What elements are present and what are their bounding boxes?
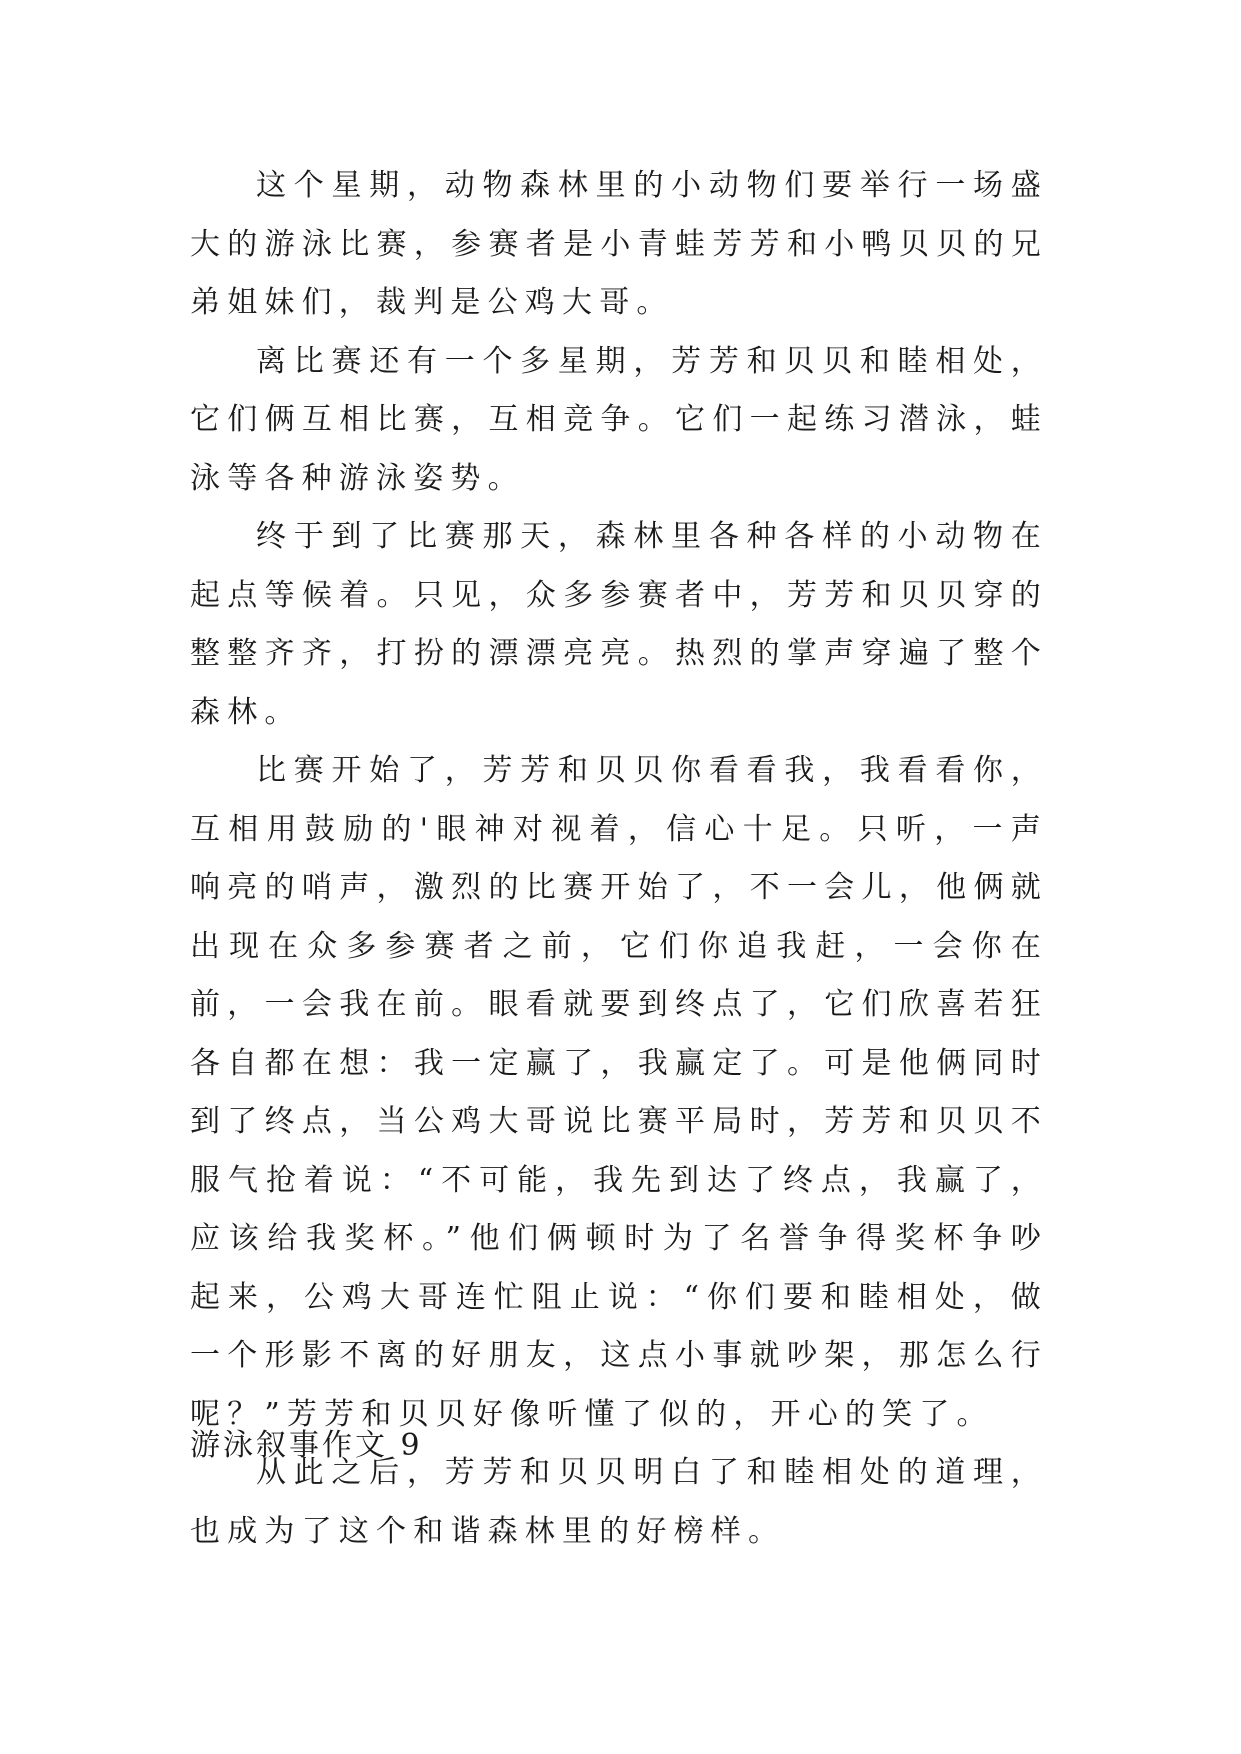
paragraph-1: 这个星期，动物森林里的小动物们要举行一场盛大的游泳比赛，参赛者是小青蛙芳芳和小鸭贝贝的兄弟姐妹们，裁判是公鸡大哥。 [190, 168, 1048, 320]
document-body [190, 157, 1048, 1561]
paragraph-4: 比赛开始了，芳芳和贝贝你看看我，我看看你，互相用鼓励的'眼神对视着，信心十足。只听，一声响亮的哨声，激烈的比赛开始了，不一会儿，他俩就出现在众多参赛者之前，它们你追我赶，一会你在前，一会我在前。眼看就要到终点了，它们欣喜若狂各自都在想：我一定赢了，我赢定了。可是他俩同时到了终点，当公鸡大哥说比赛平局时，芳芳和贝贝不服气抢着说：“不可能，我先到达了终点，我赢了，应该给我奖杯。”他们俩顿时为了名誉争得奖杯争吵起来，公鸡大哥连忙阻止说：“你们要和睦相处，做一个形影不离的好朋友，这点小事就吵架，那怎么行呢？”芳芳和贝贝好像听懂了似的，开心的笑了。 [190, 753, 1048, 1432]
paragraph-3: 终于到了比赛那天，森林里各种各样的小动物在起点等候着。只见，众多参赛者中，芳芳和贝贝穿的整整齐齐，打扮的漂漂亮亮。热烈的掌声穿遍了整个森林。 [190, 519, 1048, 730]
paragraph-5: 从此之后，芳芳和贝贝明白了和睦相处的道理，也成为了这个和谐森林里的好榜样。 [190, 1455, 1048, 1549]
paragraph-2: 离比赛还有一个多星期，芳芳和贝贝和睦相处，它们俩互相比赛，互相竞争。它们一起练习潜泳，蛙泳等各种游泳姿势。 [190, 343, 1048, 496]
section-heading: 游泳叙事作文 9 [190, 1428, 423, 1463]
